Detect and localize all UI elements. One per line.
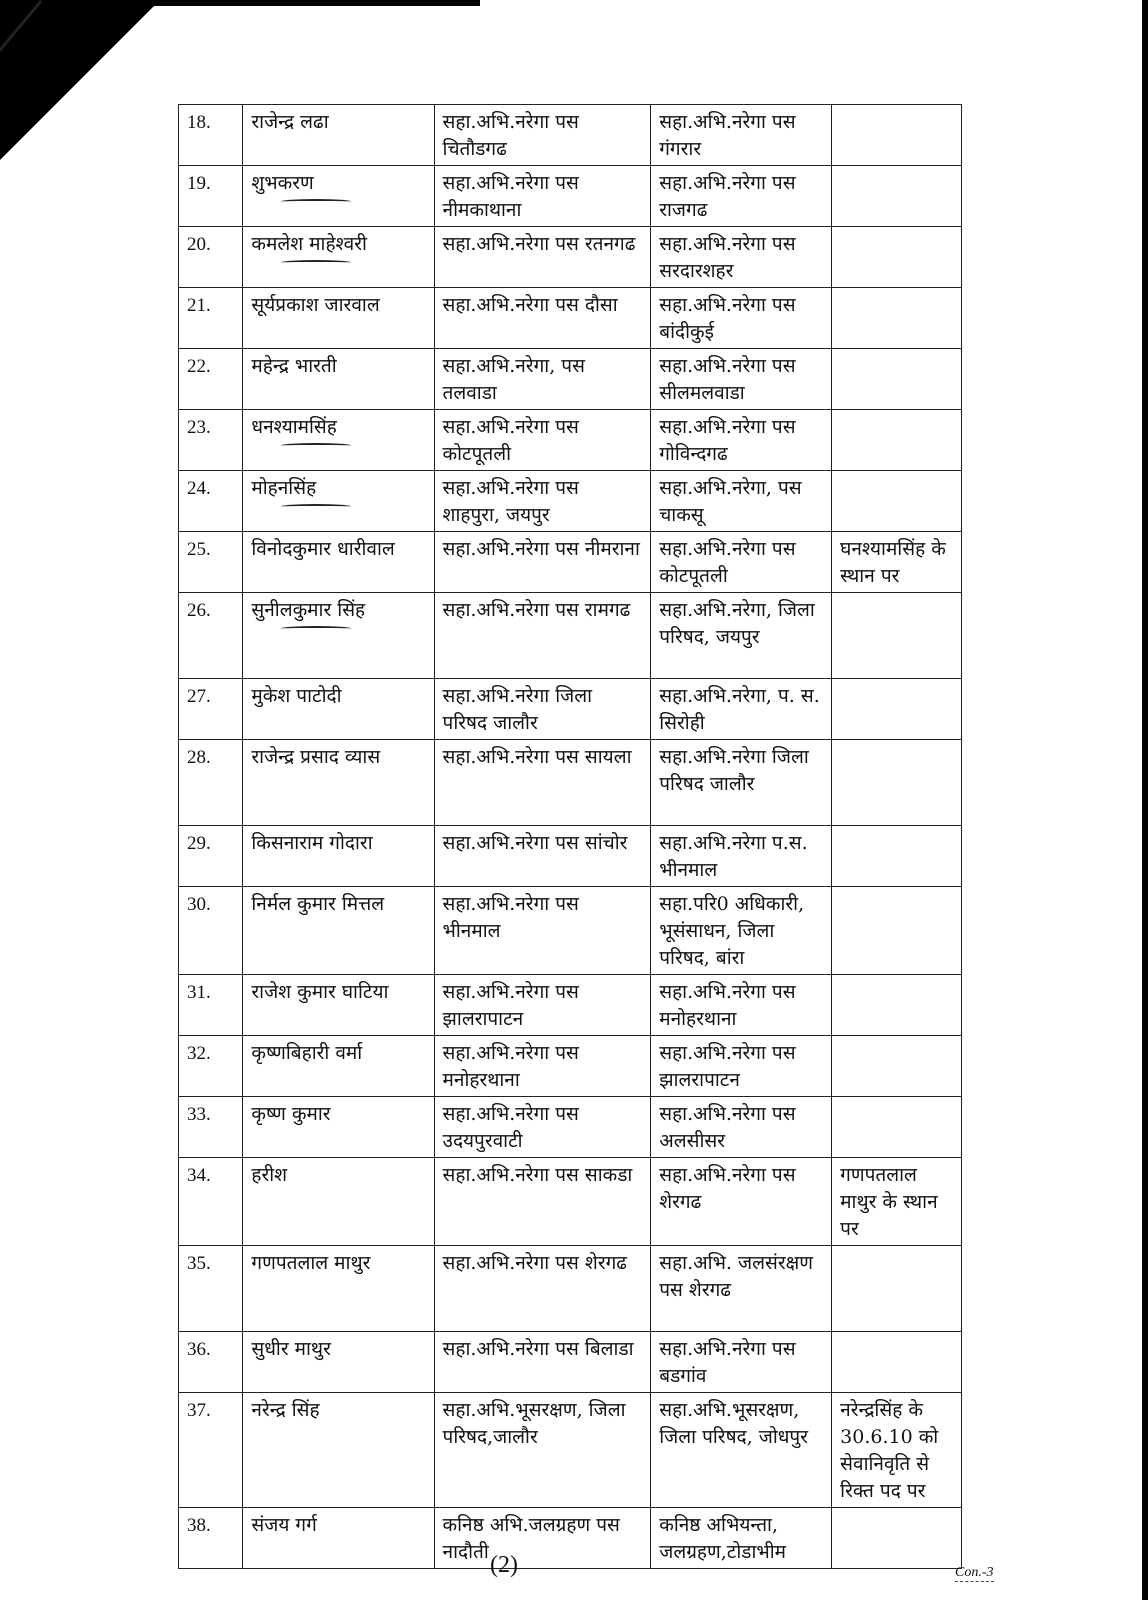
new-posting: सहा.अभि.नरेगा पस शेरगढ [659, 1164, 796, 1213]
new-posting: सहा.परि0 अधिकारी, भूसंसाधन, जिला परिषद, बांरा [659, 893, 805, 969]
new-posting: सहा.अभि.नरेगा पस बडगांव [659, 1338, 796, 1387]
serial-number-cell [179, 740, 243, 826]
current-posting-cell [434, 679, 651, 740]
serial-number-cell [179, 975, 243, 1036]
current-posting: सहा.अभि.नरेगा जिला परिषद जालौर [442, 685, 593, 734]
serial-number-cell [179, 1036, 243, 1097]
serial-number: 32. [187, 1043, 211, 1064]
new-posting-cell [651, 410, 832, 471]
table-row [179, 975, 962, 1036]
remark-cell [832, 1393, 962, 1508]
employee-name: हरीश [251, 1164, 288, 1186]
employee-name-cell [243, 532, 434, 593]
employee-name: नरेन्द्र सिंह [251, 1399, 320, 1421]
new-posting-cell [651, 826, 832, 887]
employee-name-cell [243, 471, 434, 532]
employee-name-cell [243, 826, 434, 887]
new-posting: सहा.अभि.नरेगा पस झालरापाटन [659, 1042, 796, 1091]
serial-number-cell [179, 532, 243, 593]
employee-name: निर्मल कुमार मित्तल [251, 893, 385, 915]
current-posting-cell [434, 1036, 651, 1097]
new-posting-cell [651, 227, 832, 288]
current-posting: सहा.अभि.नरेगा पस उदयपुरवाटी [442, 1103, 579, 1152]
new-posting: सहा.अभि.नरेगा पस मनोहरथाना [659, 981, 796, 1030]
table-row [179, 1036, 962, 1097]
handwritten-underline-mark [281, 504, 351, 509]
serial-number: 27. [187, 686, 211, 707]
table-row [179, 288, 962, 349]
current-posting: सहा.अभि.नरेगा, पस तलवाडा [442, 355, 585, 404]
remark: गणपतलाल माथुर के स्थान पर [840, 1164, 938, 1240]
serial-number-cell [179, 826, 243, 887]
current-posting-cell [434, 105, 651, 166]
remark-cell [832, 1036, 962, 1097]
serial-number: 35. [187, 1253, 211, 1274]
serial-number-cell [179, 471, 243, 532]
employee-name: महेन्द्र भारती [251, 355, 337, 377]
employee-name: कृष्णबिहारी वर्मा [251, 1042, 363, 1064]
new-posting-cell [651, 593, 832, 679]
serial-number-cell [179, 593, 243, 679]
current-posting-cell [434, 593, 651, 679]
new-posting-cell [651, 1097, 832, 1158]
table-row [179, 1158, 962, 1246]
employee-name-cell [243, 740, 434, 826]
current-posting-cell [434, 975, 651, 1036]
current-posting-cell [434, 826, 651, 887]
employee-name-cell [243, 1393, 434, 1508]
employee-name: गणपतलाल माथुर [251, 1252, 371, 1274]
serial-number: 36. [187, 1339, 211, 1360]
new-posting: सहा.अभि.नरेगा पस सरदारशहर [659, 233, 796, 282]
employee-name-cell [243, 975, 434, 1036]
serial-number: 31. [187, 982, 211, 1003]
remark-cell [832, 532, 962, 593]
current-posting-cell [434, 887, 651, 975]
serial-number-cell [179, 1332, 243, 1393]
scan-shadow-edge [150, 0, 480, 6]
remark-cell [832, 471, 962, 532]
current-posting-cell [434, 1393, 651, 1508]
employee-name: मोहनसिंह [251, 477, 317, 499]
table-row [179, 826, 962, 887]
serial-number: 21. [187, 295, 211, 316]
table-row [179, 227, 962, 288]
remark-cell [832, 166, 962, 227]
serial-number-cell [179, 887, 243, 975]
remark-cell [832, 227, 962, 288]
employee-name-cell [243, 410, 434, 471]
current-posting-cell [434, 471, 651, 532]
current-posting: सहा.अभि.नरेगा पस नीमकाथाना [442, 172, 579, 221]
employee-name: सूर्यप्रकाश जारवाल [251, 294, 380, 316]
new-posting-cell [651, 1508, 832, 1569]
table-row [179, 593, 962, 679]
current-posting-cell [434, 1332, 651, 1393]
employee-name-cell [243, 1036, 434, 1097]
employee-name: विनोदकुमार धारीवाल [251, 538, 395, 560]
new-posting: सहा.अभि.नरेगा पस अलसीसर [659, 1103, 796, 1152]
serial-number-cell [179, 1097, 243, 1158]
current-posting-cell [434, 410, 651, 471]
page-number: (2) [490, 1552, 518, 1578]
serial-number: 20. [187, 234, 211, 255]
new-posting-cell [651, 349, 832, 410]
remark-cell [832, 1332, 962, 1393]
serial-number-cell [179, 1246, 243, 1332]
employee-name: राजेन्द्र प्रसाद व्यास [251, 746, 381, 768]
employee-name-cell [243, 1158, 434, 1246]
current-posting-cell [434, 349, 651, 410]
current-posting-cell [434, 1508, 651, 1569]
employee-name-cell [243, 288, 434, 349]
employee-name-cell [243, 227, 434, 288]
handwritten-underline-mark [281, 260, 351, 265]
serial-number: 18. [187, 112, 211, 133]
continuation-note: Con.-3 [955, 1565, 994, 1580]
current-posting: सहा.अभि.नरेगा पस भीनमाल [442, 893, 579, 942]
employee-name: संजय गर्ग [251, 1514, 317, 1536]
current-posting-cell [434, 1097, 651, 1158]
new-posting-cell [651, 288, 832, 349]
new-posting: सहा.अभि.नरेगा, प. स. सिरोही [659, 685, 820, 734]
employee-name: सुधीर माथुर [251, 1338, 331, 1360]
current-posting-cell [434, 1246, 651, 1332]
employee-name-cell [243, 593, 434, 679]
employee-name-cell [243, 679, 434, 740]
new-posting-cell [651, 1036, 832, 1097]
current-posting-cell [434, 740, 651, 826]
remark-cell [832, 1097, 962, 1158]
new-posting: सहा.अभि.नरेगा पस गोविन्दगढ [659, 416, 796, 465]
serial-number-cell [179, 1158, 243, 1246]
table-row [179, 1097, 962, 1158]
remark-cell [832, 975, 962, 1036]
serial-number: 26. [187, 600, 211, 621]
employee-name-cell [243, 166, 434, 227]
employee-name: कमलेश माहेश्वरी [251, 233, 367, 255]
new-posting-cell [651, 1393, 832, 1508]
new-posting-cell [651, 532, 832, 593]
remark-cell [832, 1246, 962, 1332]
table-row [179, 166, 962, 227]
current-posting: सहा.अभि.नरेगा पस झालरापाटन [442, 981, 579, 1030]
new-posting: सहा.अभि.नरेगा, पस चाकसू [659, 477, 802, 526]
current-posting: सहा.अभि.नरेगा पस सांचोर [442, 832, 628, 854]
serial-number: 34. [187, 1165, 211, 1186]
current-posting: सहा.अभि.नरेगा पस साकडा [442, 1164, 633, 1186]
scan-shadow-corner [0, 0, 160, 160]
current-posting: सहा.अभि.नरेगा पस कोटपूतली [442, 416, 579, 465]
serial-number: 37. [187, 1400, 211, 1421]
current-posting: सहा.अभि.नरेगा पस दौसा [442, 294, 618, 316]
current-posting: सहा.अभि.भूसरक्षण, जिला परिषद,जालौर [442, 1399, 626, 1448]
employee-name: राजेश कुमार घाटिया [251, 981, 389, 1003]
current-posting-cell [434, 1158, 651, 1246]
new-posting-cell [651, 887, 832, 975]
new-posting: सहा.अभि.नरेगा प.स. भीनमाल [659, 832, 808, 881]
current-posting-cell [434, 166, 651, 227]
new-posting: सहा.अभि.नरेगा जिला परिषद जालौर [659, 746, 809, 795]
scan-right-edge [1142, 0, 1148, 1600]
remark-cell [832, 826, 962, 887]
current-posting: सहा.अभि.नरेगा पस रामगढ [442, 599, 631, 621]
table-row [179, 679, 962, 740]
employee-name: मुकेश पाटोदी [251, 685, 342, 707]
serial-number: 30. [187, 894, 211, 915]
new-posting: सहा.अभि.नरेगा पस राजगढ [659, 172, 796, 221]
serial-number-cell [179, 1508, 243, 1569]
current-posting: सहा.अभि.नरेगा पस नीमराना [442, 538, 640, 560]
remark-cell [832, 105, 962, 166]
new-posting: सहा.अभि.नरेगा, जिला परिषद, जयपुर [659, 599, 815, 648]
remark: नरेन्द्रसिंह के 30.6.10 को सेवानिवृति से रिक्त पद पर [840, 1399, 939, 1502]
remark-cell [832, 887, 962, 975]
new-posting: सहा.अभि.नरेगा पस गंगरार [659, 111, 796, 160]
serial-number-cell [179, 288, 243, 349]
remark-cell [832, 410, 962, 471]
serial-number: 33. [187, 1104, 211, 1125]
new-posting-cell [651, 105, 832, 166]
new-posting: कनिष्ठ अभियन्ता, जलग्रहण,टोडाभीम [659, 1514, 787, 1563]
table-row [179, 740, 962, 826]
handwritten-underline-mark [281, 199, 351, 204]
table-row [179, 105, 962, 166]
employee-name-cell [243, 1097, 434, 1158]
serial-number-cell [179, 679, 243, 740]
new-posting-cell [651, 1332, 832, 1393]
table-row [179, 1246, 962, 1332]
employee-name-cell [243, 887, 434, 975]
remark-cell [832, 349, 962, 410]
serial-number: 23. [187, 417, 211, 438]
current-posting: सहा.अभि.नरेगा पस शाहपुरा, जयपुर [442, 477, 579, 526]
table-row [179, 1332, 962, 1393]
table-row [179, 532, 962, 593]
employee-name: सुनीलकुमार सिंह [251, 599, 366, 621]
remark-cell [832, 1158, 962, 1246]
current-posting: सहा.अभि.नरेगा पस सायला [442, 746, 632, 768]
serial-number-cell [179, 1393, 243, 1508]
new-posting: सहा.अभि.नरेगा पस कोटपूतली [659, 538, 796, 587]
current-posting: सहा.अभि.नरेगा पस मनोहरथाना [442, 1042, 579, 1091]
table-row [179, 410, 962, 471]
employee-name: धनश्यामसिंह [251, 416, 337, 438]
handwritten-underline-mark [281, 626, 351, 631]
remark: घनश्यामसिंह के स्थान पर [840, 538, 946, 587]
remark-cell [832, 593, 962, 679]
current-posting: सहा.अभि.नरेगा पस रतनगढ [442, 233, 636, 255]
new-posting-cell [651, 679, 832, 740]
new-posting-cell [651, 471, 832, 532]
handwritten-underline-mark [281, 443, 351, 448]
employee-name: शुभकरण [251, 172, 314, 194]
employee-name: कृष्ण कुमार [251, 1103, 331, 1125]
current-posting: कनिष्ठ अभि.जलग्रहण पस नादौती [442, 1514, 620, 1563]
serial-number: 29. [187, 833, 211, 854]
remark-cell [832, 679, 962, 740]
employee-name: किसनाराम गोदारा [251, 832, 373, 854]
current-posting-cell [434, 288, 651, 349]
serial-number-cell [179, 105, 243, 166]
new-posting: सहा.अभि. जलसंरक्षण पस शेरगढ [659, 1252, 813, 1301]
serial-number-cell [179, 410, 243, 471]
remark-cell [832, 740, 962, 826]
new-posting-cell [651, 740, 832, 826]
serial-number-cell [179, 349, 243, 410]
serial-number: 24. [187, 478, 211, 499]
new-posting-cell [651, 1246, 832, 1332]
serial-number: 22. [187, 356, 211, 377]
serial-number: 38. [187, 1515, 211, 1536]
current-posting: सहा.अभि.नरेगा पस शेरगढ [442, 1252, 627, 1274]
table-row [179, 471, 962, 532]
current-posting: सहा.अभि.नरेगा पस बिलाडा [442, 1338, 634, 1360]
employee-name-cell [243, 105, 434, 166]
employee-name: राजेन्द्र लढा [251, 111, 329, 133]
table-row [179, 1508, 962, 1569]
serial-number: 19. [187, 173, 211, 194]
new-posting-cell [651, 1158, 832, 1246]
new-posting: सहा.अभि.नरेगा पस बांदीकुई [659, 294, 796, 343]
current-posting-cell [434, 532, 651, 593]
table-row [179, 887, 962, 975]
remark-cell [832, 288, 962, 349]
table-row [179, 1393, 962, 1508]
transfer-table [178, 104, 962, 1569]
new-posting: सहा.अभि.भूसरक्षण, जिला परिषद, जोधपुर [659, 1399, 808, 1448]
serial-number-cell [179, 227, 243, 288]
new-posting-cell [651, 166, 832, 227]
new-posting: सहा.अभि.नरेगा पस सीलमलवाडा [659, 355, 796, 404]
employee-name-cell [243, 1246, 434, 1332]
serial-number: 28. [187, 747, 211, 768]
new-posting-cell [651, 975, 832, 1036]
remark-cell [832, 1508, 962, 1569]
employee-name-cell [243, 1332, 434, 1393]
serial-number-cell [179, 166, 243, 227]
current-posting: सहा.अभि.नरेगा पस चितौडगढ [442, 111, 579, 160]
current-posting-cell [434, 227, 651, 288]
serial-number: 25. [187, 539, 211, 560]
employee-name-cell [243, 1508, 434, 1569]
table-row [179, 349, 962, 410]
employee-name-cell [243, 349, 434, 410]
